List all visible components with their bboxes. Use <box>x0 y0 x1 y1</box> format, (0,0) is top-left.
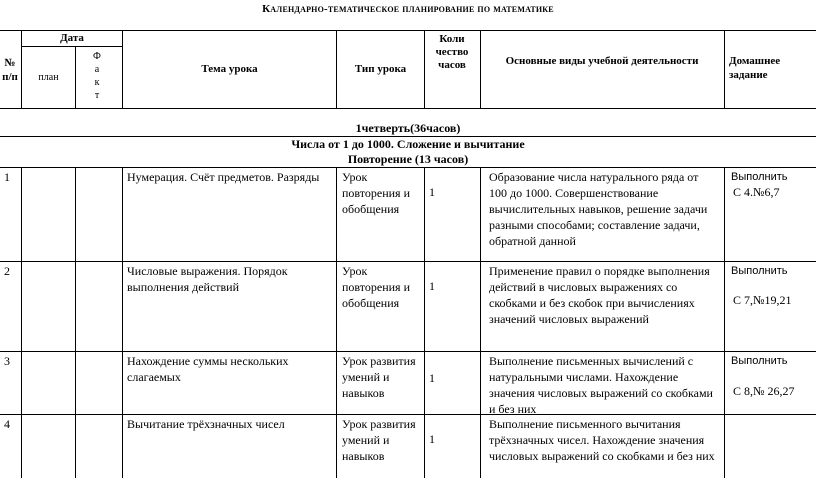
row-type: Урок развития умений и навыков <box>342 354 416 400</box>
row-type: Урок повторения и обобщения <box>342 264 410 310</box>
header-homework: Домашнее задание <box>729 55 781 81</box>
header-bottom-rule <box>0 108 816 109</box>
body-col-rule <box>21 167 22 478</box>
header-col-rule <box>724 30 725 108</box>
header-fact: Ф а к т <box>93 51 101 101</box>
section-quarter: 1четверть(36часов) <box>355 121 461 135</box>
header-col-rule <box>480 30 481 108</box>
header-type: Тип урока <box>354 63 407 75</box>
row-type: Урок развития умений и навыков <box>342 417 416 463</box>
row-activities: Применение правил о порядке выполнения действий в числовых выражениях со скобками и без скобок при вычислениях значений числовых выражений <box>489 264 710 326</box>
row-type: Урок повторения и обобщения <box>342 170 410 216</box>
body-col-rule <box>122 167 123 478</box>
row-num: 3 <box>4 354 10 368</box>
body-col-rule <box>75 167 76 478</box>
row-hours: 1 <box>429 432 435 446</box>
header-activities: Основные виды учебной деятельности <box>505 55 699 67</box>
row-activities: Выполнение письменного вычитания трёхзначных чисел. Нахождение значения числовых выражений со скобками и без них <box>489 417 715 463</box>
row-homework-label: Выполнить <box>731 355 788 367</box>
row-homework-value: С 7,№19,21 <box>733 293 792 307</box>
row-topic: Нахождение суммы нескольких слагаемых <box>127 354 289 384</box>
row-num: 1 <box>4 170 10 184</box>
header-date: Дата <box>60 32 84 44</box>
header-num: № п/п <box>2 57 18 83</box>
row-homework-label: Выполнить <box>731 265 788 277</box>
row-activities: Выполнение письменных вычислений с натуральными числами. Нахождение значения числовых выражений со скобками и без них <box>489 354 713 416</box>
header-col-rule <box>424 30 425 108</box>
row-activities: Образование числа натурального ряда от 100 до 1000. Совершенствование вычислительных навыков, решение задачи разными способами; составление задачи, обратной данной <box>489 170 708 248</box>
row-num: 2 <box>4 264 10 278</box>
body-col-rule <box>336 167 337 478</box>
body-col-rule <box>724 167 725 478</box>
row-hours: 1 <box>429 371 435 385</box>
date-divider-rule <box>21 46 122 47</box>
row-hours: 1 <box>429 185 435 199</box>
row-num: 4 <box>4 417 10 431</box>
row-topic: Числовые выражения. Порядок выполнения действий <box>127 264 288 294</box>
header-plan: план <box>38 72 59 83</box>
header-hours: Коли чество часов <box>435 33 469 71</box>
row-topic: Нумерация. Счёт предметов. Разряды <box>127 170 320 184</box>
row-homework-value: С 4.№6,7 <box>733 185 780 199</box>
row-homework-label: Выполнить <box>731 171 788 183</box>
section-sub: Повторение (13 часов) <box>347 152 469 166</box>
row-hours: 1 <box>429 279 435 293</box>
header-topic: Тема урока <box>201 63 258 75</box>
page-title: Календарно-тематическое планирование по математике <box>262 3 554 15</box>
section-unit: Числа от 1 до 1000. Сложение и вычитание <box>291 137 525 151</box>
row-homework-value: С 8,№ 26,27 <box>733 384 795 398</box>
row-topic: Вычитание трёхзначных чисел <box>127 417 285 431</box>
body-col-rule <box>480 167 481 478</box>
header-col-rule <box>75 46 76 108</box>
body-col-rule <box>424 167 425 478</box>
